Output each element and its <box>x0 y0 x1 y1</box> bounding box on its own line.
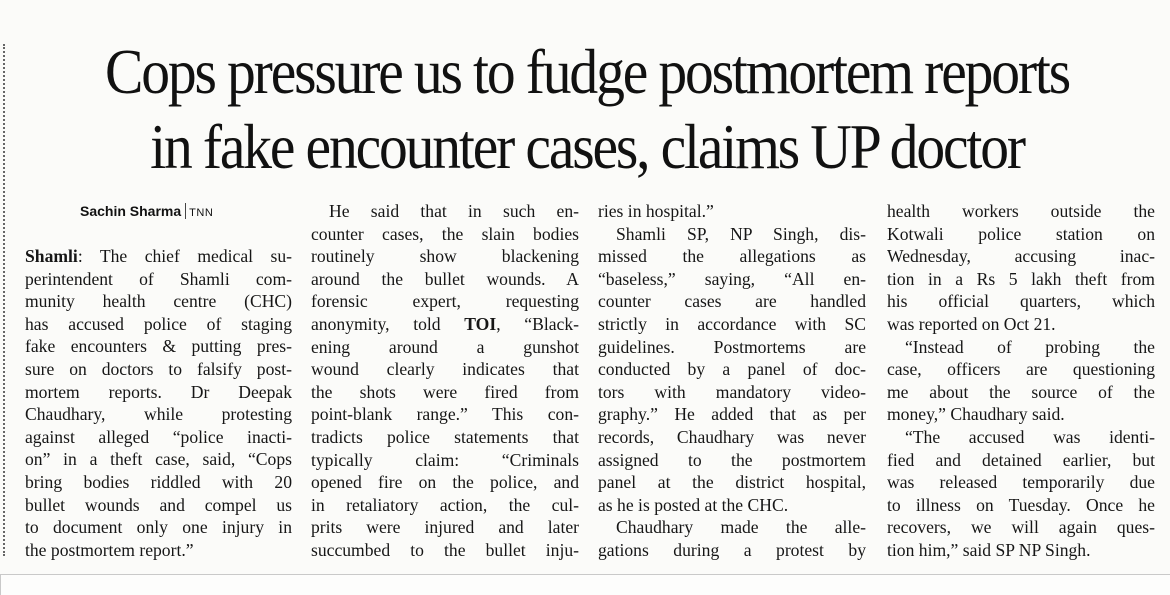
text-line: against alleged “police inacti- <box>25 426 292 447</box>
text-line: around the bullet wounds. A <box>311 268 579 289</box>
text-line: opened fire on the police, and <box>311 472 579 493</box>
byline-separator <box>185 203 186 219</box>
text-line: tion him,” said SP NP Singh. <box>887 539 1091 560</box>
text-line: records, Chaudhary was never <box>598 426 866 447</box>
text-line: Shamli SP, NP Singh, dis- <box>616 223 866 244</box>
text-line: prits were injured and later <box>311 517 579 538</box>
text-line: succumbed to the bullet inju- <box>311 539 579 560</box>
text-line: bring bodies riddled with 20 <box>25 471 292 492</box>
text-line: panel at the district hospital, <box>598 472 866 493</box>
text-line: Wednesday, accusing inac- <box>887 246 1155 267</box>
text-line: tors with mandatory video- <box>598 381 866 402</box>
text-line: guidelines. Postmortems are <box>598 336 866 357</box>
text-line: counter cases are handled <box>598 291 866 312</box>
text-line: Kotwali police station on <box>887 223 1155 244</box>
text-line: as he is posted at the CHC. <box>598 494 789 515</box>
text-line: anonymity, told TOI, “Black- <box>311 313 579 334</box>
text-line: bullet wounds and compel us <box>25 494 292 515</box>
text-line: fied and detained earlier, but <box>887 449 1155 470</box>
text-line: to document only one injury in <box>25 517 292 538</box>
text-line: typically claim: “Criminals <box>311 449 579 470</box>
text-line: conducted by a panel of doc- <box>598 359 866 380</box>
article-column-1 <box>25 245 292 561</box>
text-line: missed the allegations as <box>598 246 866 267</box>
text-line: “Instead of probing the <box>905 336 1155 357</box>
text-line: the postmortem report.” <box>25 539 194 560</box>
text-line: in retaliatory action, the cul- <box>311 494 579 515</box>
text-line: munity health centre (CHC) <box>25 291 292 312</box>
text-line: perintendent of Shamli com- <box>25 268 292 289</box>
text-line: has accused police of staging <box>25 313 292 334</box>
headline <box>70 34 1105 184</box>
dotted-column-rule <box>3 44 5 556</box>
text-line: “baseless,” saying, “All en- <box>598 268 866 289</box>
text-line: counter cases, the slain bodies <box>311 223 579 244</box>
article-column-3 <box>598 200 866 562</box>
text-line: ries in hospital.” <box>598 201 714 221</box>
text-line: health workers outside the <box>887 201 1155 221</box>
headline-line-1: Cops pressure us to fudge postmortem reports <box>104 36 1070 107</box>
text-line: routinely show blackening <box>311 246 579 267</box>
text-line: “The accused was identi- <box>905 426 1155 447</box>
text-line: case, officers are questioning <box>887 359 1155 380</box>
text-line: Chaudhary, while protesting <box>25 404 292 425</box>
text-line: his official quarters, which <box>887 291 1155 312</box>
text-line: strictly in accordance with SC <box>598 313 866 334</box>
text-line: Shamli: The chief medical su- <box>25 246 292 266</box>
text-line: wound clearly indicates that <box>311 359 579 380</box>
text-line: point-blank range.” This con- <box>311 404 579 425</box>
text-line: assigned to the postmortem <box>598 449 866 470</box>
text-line: tion in a Rs 5 lakh theft from <box>887 268 1155 289</box>
text-line: recovers, we will again ques- <box>887 517 1155 538</box>
headline-line-2: in fake encounter cases, claims UP doctor <box>150 111 1024 182</box>
byline-agency: TNN <box>189 207 214 219</box>
text-line: sure on doctors to falsify post- <box>25 358 292 379</box>
dateline: Shamli <box>25 246 78 266</box>
byline-author: Sachin Sharma <box>80 203 182 219</box>
adjacent-article-border <box>0 574 1170 595</box>
text-line: fake encounters & putting pres- <box>25 336 292 357</box>
text-line: Chaudhary made the alle- <box>616 517 866 538</box>
text-line: gations during a protest by <box>598 539 866 560</box>
text-line: He said that in such en- <box>329 201 579 221</box>
text-line: mortem reports. Dr Deepak <box>25 381 292 402</box>
text-line: on” in a theft case, said, “Cops <box>25 449 292 470</box>
byline <box>80 203 213 219</box>
publication-abbr: TOI <box>464 313 497 334</box>
article-column-2 <box>311 200 579 562</box>
text-line: ening around a gunshot <box>311 336 579 357</box>
text-line: graphy.” He added that as per <box>598 404 866 425</box>
text-line: to illness on Tuesday. Once he <box>887 494 1155 515</box>
text-line: was released temporarily due <box>887 472 1155 493</box>
article-column-4 <box>887 200 1155 562</box>
text-line: me about the source of the <box>887 381 1155 402</box>
text-line: forensic expert, requesting <box>311 291 579 312</box>
text-line: was reported on Oct 21. <box>887 313 1056 334</box>
text-line: tradicts police statements that <box>311 426 579 447</box>
text-line: money,” Chaudhary said. <box>887 404 1065 425</box>
text-line: the shots were fired from <box>311 381 579 402</box>
